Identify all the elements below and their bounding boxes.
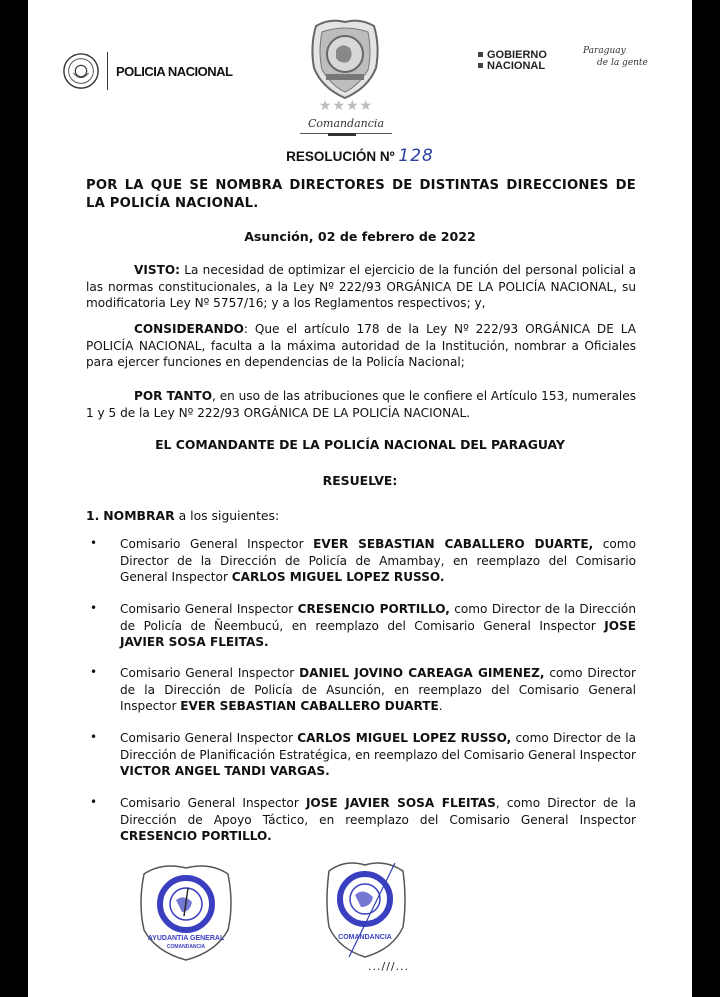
- por-tanto-label: POR TANTO: [134, 389, 212, 403]
- item-rank: Comisario General Inspector: [120, 602, 298, 616]
- police-badge-icon: [308, 16, 382, 100]
- por-tanto-text: , en uso de las atribuciones que le confiere el Artículo 153, numerales 1 y 5 de la Ley Nº 222/93 ORGÁNICA DE LA POLICÍA NACIONAL.: [86, 389, 636, 420]
- por-tanto-paragraph: [86, 388, 636, 421]
- clause-number: 1.: [86, 508, 100, 523]
- policia-nacional-logo: [62, 52, 232, 90]
- comandancia-stamp: [323, 857, 408, 959]
- nacional-text: NACIONAL: [487, 60, 546, 72]
- comandancia-caption: Comandancia: [307, 117, 385, 130]
- resolution-label: RESOLUCIÓN Nº: [286, 149, 395, 164]
- stamp1-line1: AYUDANTIA GENERAL: [147, 935, 225, 942]
- slogan-line-1: Paraguay: [583, 46, 626, 56]
- item-description: como Director de la Dirección de Policía de Ñeembucú, en reemplazo del Comisario General Inspector: [120, 602, 636, 633]
- national-seal-icon: [62, 52, 100, 90]
- square-bullet-icon: [478, 52, 483, 57]
- item-replaced: CARLOS MIGUEL LOPEZ RUSSO.: [231, 570, 445, 584]
- document-title: POR LA QUE SE NOMBRA DIRECTORES DE DISTINTAS DIRECCIONES DE LA POLICÍA NACIONAL.: [86, 178, 636, 211]
- item-replaced: CRESENCIO PORTILLO.: [120, 829, 272, 843]
- stamp2-label: COMANDANCIA: [338, 934, 392, 941]
- item-rank: Comisario General Inspector: [120, 731, 298, 745]
- document-page: [28, 0, 692, 997]
- nombrar-label: NOMBRAR: [103, 508, 175, 523]
- item-description: como Director de la Dirección de Planificación Estratégica, en reemplazo del Comisario General Inspector: [120, 731, 636, 762]
- item-tail: .: [438, 699, 443, 713]
- paraguay-slogan-logo: [583, 45, 648, 69]
- ayudantia-stamp: [136, 860, 236, 962]
- considerando-label: CONSIDERANDO: [134, 322, 244, 336]
- bullet-icon: •: [90, 601, 98, 615]
- document-date: Asunción, 02 de febrero de 2022: [244, 229, 476, 244]
- square-bullet-icon: [478, 63, 483, 68]
- bullet-icon: •: [90, 795, 98, 809]
- visto-paragraph: [86, 262, 636, 312]
- continuation-mark: ...///...: [368, 960, 410, 973]
- slogan-line-2: de la gente: [597, 58, 648, 68]
- stamp1-line2: COMANDANCIA: [166, 944, 206, 950]
- item-rank: Comisario General Inspector: [120, 796, 306, 810]
- rank-stars: ★★★★: [318, 98, 374, 114]
- comandante-heading: EL COMANDANTE DE LA POLICÍA NACIONAL DEL PARAGUAY: [155, 437, 565, 452]
- item-rank: Comisario General Inspector: [120, 666, 300, 680]
- bullet-icon: •: [90, 536, 98, 550]
- item-appointee: EVER SEBASTIAN CABALLERO DUARTE,: [313, 537, 594, 551]
- nombrar-clause: [86, 508, 279, 523]
- visto-text: La necesidad de optimizar el ejercicio de la función del personal policial a las normas constitucionales, a la Ley Nº 222/93 ORGÁNICA DE LA POLICÍA NACIONAL, su modificatoria Ley Nº 5757/16; y a los Reglamentos respectivos; y,: [86, 263, 636, 310]
- bullet-icon: •: [90, 665, 98, 679]
- resolution-heading: [28, 146, 692, 166]
- list-item: [86, 730, 636, 780]
- list-item: [86, 601, 636, 651]
- item-appointee: DANIEL JOVINO CAREAGA GIMENEZ,: [299, 666, 545, 680]
- considerando-text: : Que el artículo 178 de la Ley Nº 222/93 ORGÁNICA DE LA POLICÍA NACIONAL, faculta a la máxima autoridad de la Institución, nombrar a Oficiales para ejercer funciones en dependencias de la Policía Nacional;: [86, 322, 636, 369]
- list-item: [86, 665, 636, 715]
- item-replaced: EVER SEBASTIAN CABALLERO DUARTE: [180, 699, 439, 713]
- item-description: , como Director de la Dirección de Apoyo Táctico, en reemplazo del Comisario General Inspector: [120, 796, 636, 827]
- item-appointee: CRESENCIO PORTILLO,: [297, 602, 450, 616]
- item-rank: Comisario General Inspector: [120, 537, 314, 551]
- item-appointee: JOSE JAVIER SOSA FLEITAS: [305, 796, 496, 810]
- resolution-number: 128: [398, 146, 434, 166]
- item-description: como Director de la Dirección de Policía de Amambay, en reemplazo del Comisario General Inspector: [120, 537, 636, 584]
- gobierno-text: GOBIERNO: [487, 49, 547, 61]
- policia-nacional-text: POLICIA NACIONAL: [116, 63, 233, 79]
- item-replaced: JOSE JAVIER SOSA FLEITAS.: [120, 618, 636, 649]
- caption-underline-bar: [328, 133, 356, 136]
- visto-label: VISTO:: [134, 263, 180, 277]
- item-description: como Director de la Dirección de Policía de Asunción, en reemplazo del Comisario General Inspector: [120, 666, 636, 713]
- header-divider: [107, 52, 108, 90]
- nombrar-text: a los siguientes:: [174, 508, 280, 523]
- list-item: [86, 536, 636, 586]
- list-item: [86, 795, 636, 845]
- gobierno-nacional-logo: [478, 50, 547, 72]
- considerando-paragraph: [86, 321, 636, 371]
- item-replaced: VICTOR ANGEL TANDI VARGAS.: [120, 764, 330, 778]
- item-appointee: CARLOS MIGUEL LOPEZ RUSSO,: [297, 731, 512, 745]
- resuelve-heading: RESUELVE:: [322, 473, 398, 488]
- bullet-icon: •: [90, 730, 98, 744]
